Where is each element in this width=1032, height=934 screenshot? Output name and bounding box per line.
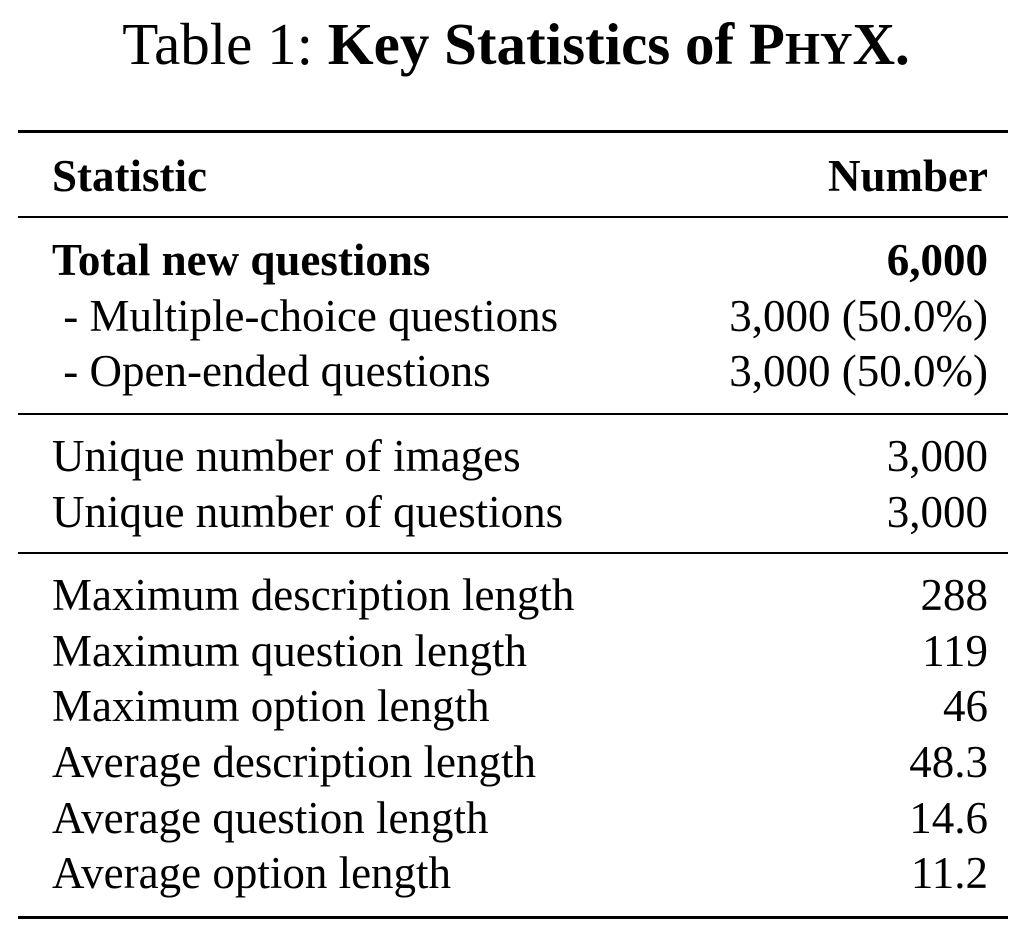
row-label: Maximum option length [52,681,490,731]
caption-name-x: X [852,11,896,77]
caption-title-start: Key Statistics of [327,11,749,77]
row-label: Average description length [52,737,536,787]
row-value: 14.6 [909,793,988,843]
row-value: 46 [943,681,988,731]
table-row [52,484,988,540]
row-value: 119 [922,626,988,676]
row-label: - Multiple-choice questions [52,291,559,341]
table-row [52,343,988,399]
group-rule [18,413,1008,415]
header-statistic: Statistic [52,151,207,201]
row-value: 3,000 (50.0%) [729,346,988,396]
row-value: 3,000 [886,431,988,481]
row-value: 288 [920,570,988,620]
row-label: Average option length [52,848,452,898]
row-value: 48.3 [909,737,988,787]
table-row [52,428,988,484]
header-number: Number [828,151,988,201]
caption-title-end: . [895,11,910,77]
table-row [52,623,988,679]
row-value: 6,000 [886,235,988,285]
table-row [52,790,988,846]
row-label: Average question length [52,793,489,843]
header-rule [18,216,1008,218]
row-value: 3,000 [886,487,988,537]
caption-prefix: Table 1: [122,11,314,77]
table-row [52,734,988,790]
table-row [52,567,988,623]
row-label: Maximum question length [52,626,527,676]
row-label: Maximum description length [52,570,575,620]
table-row [52,845,988,901]
row-label: Total new questions [52,235,431,285]
caption-name-hy: HY [784,24,853,74]
table-caption [0,8,1032,85]
row-value: 3,000 (50.0%) [729,291,988,341]
table-row [52,288,988,344]
top-rule [18,130,1008,133]
table-row [52,232,988,288]
bottom-rule [18,916,1008,919]
table-row [52,678,988,734]
row-label: Unique number of images [52,431,521,481]
row-label: Unique number of questions [52,487,564,537]
row-value: 11.2 [910,848,988,898]
header-row [52,148,988,204]
group-rule [18,552,1008,554]
row-label: - Open-ended questions [52,346,491,396]
caption-title [328,11,910,77]
caption-name-p: P [748,11,785,77]
